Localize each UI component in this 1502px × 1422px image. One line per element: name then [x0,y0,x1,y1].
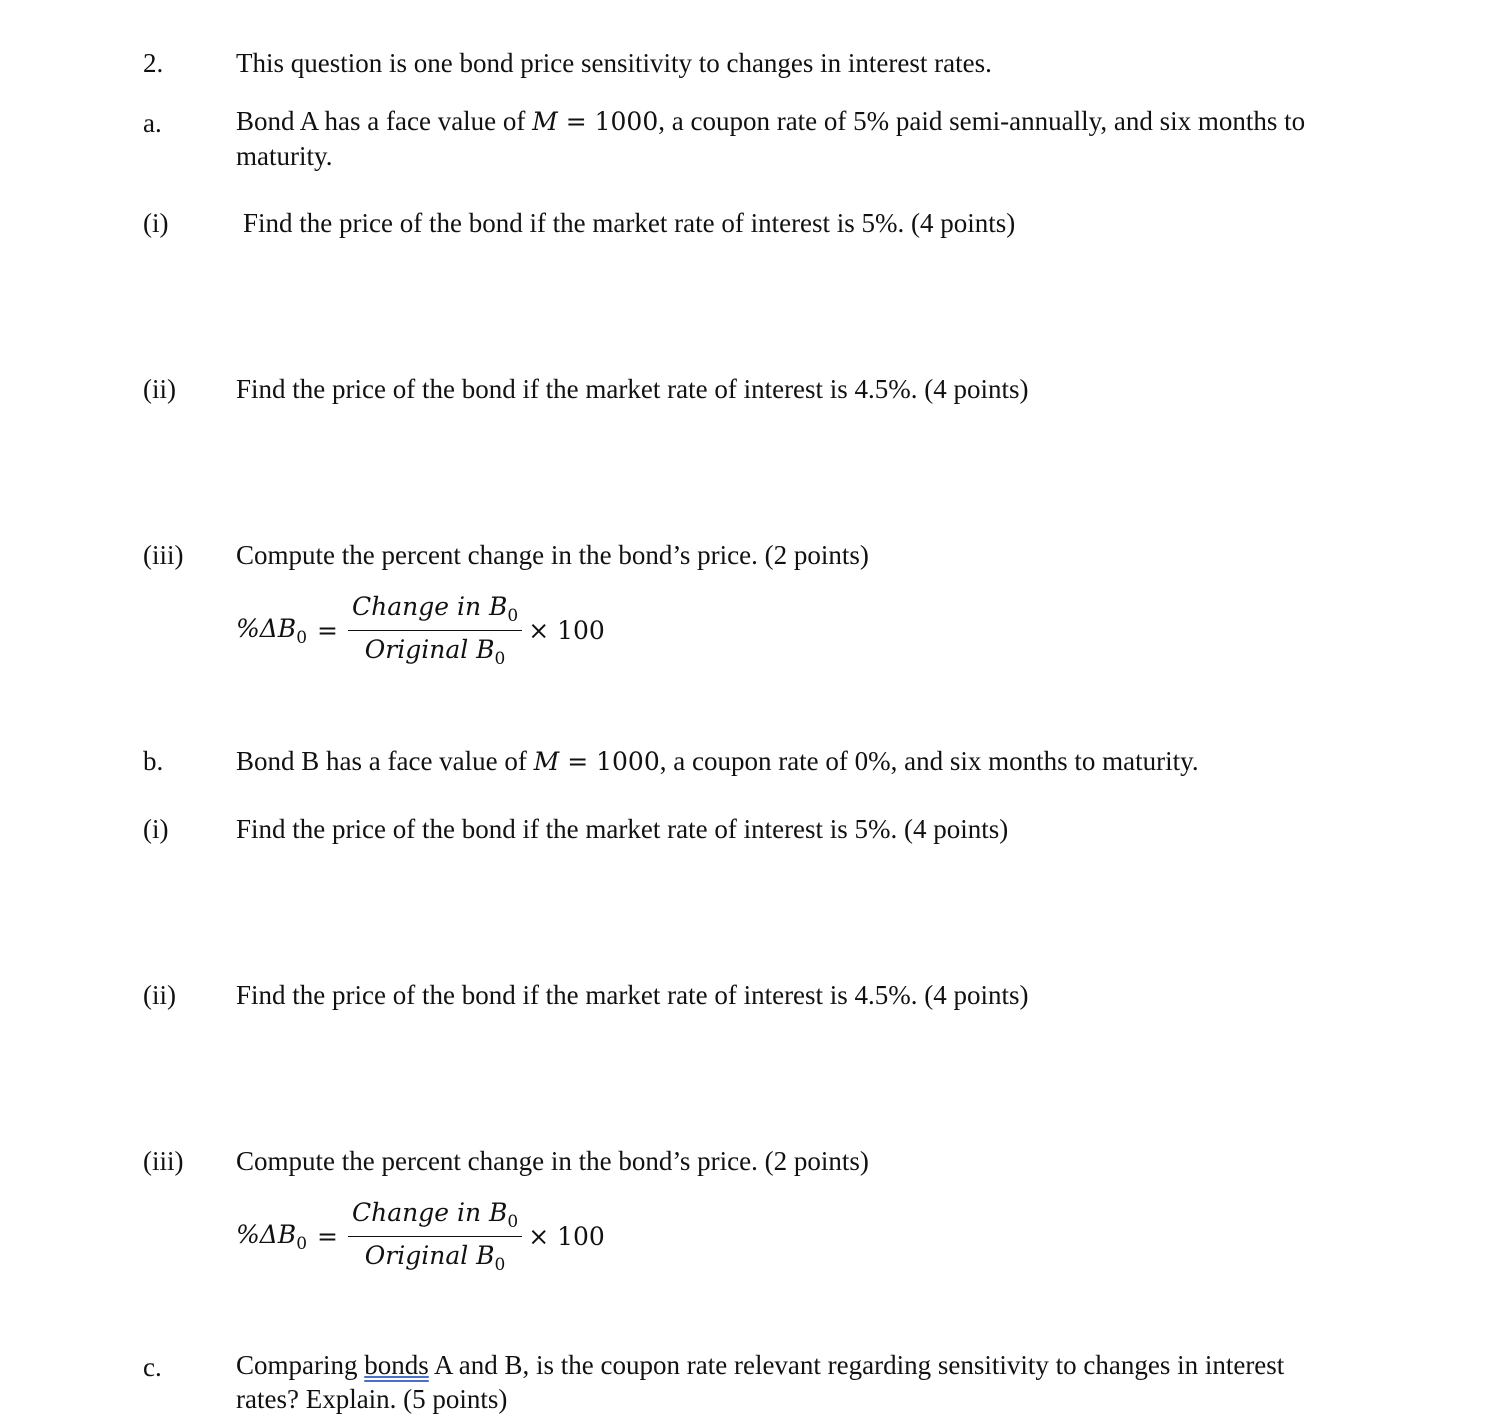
part-a-var-m: M [532,107,558,136]
part-b-text-after: , a coupon rate of 0%, and six months to maturity. [659,746,1199,776]
part-c-underlined-word: bonds [364,1350,429,1380]
formula-equals: = [317,1222,338,1251]
formula-fraction [348,592,522,669]
formula-lhs: $\%\Delta B_0$ [236,1219,308,1254]
question-number: 2. [143,48,164,78]
part-a-iii-label: (iii) [143,540,184,570]
part-a-ii-text: Find the price of the bond if the market rate of interest is 4.5%. (4 points) [236,374,1029,404]
part-a-eq: = 1000 [557,107,659,136]
formula-times: × 100 [528,1222,605,1251]
part-b-iii-text: Compute the percent change in the bond’s price. (2 points) [236,1146,869,1176]
percent-change-formula-a [236,592,605,669]
part-b-text [236,744,1346,779]
part-b-ii-text: Find the price of the bond if the market rate of interest is 4.5%. (4 points) [236,980,1029,1010]
part-b-ii-label: (ii) [143,980,176,1010]
percent-change-formula-b [236,1198,605,1275]
part-b-iii-label: (iii) [143,1146,184,1176]
question-intro: This question is one bond price sensitivity to changes in interest rates. [236,48,992,78]
formula-fraction [348,1198,522,1275]
formula-denominator: Original $B_0$ [364,1241,506,1275]
formula-lhs: $\%\Delta B_0$ [236,613,308,648]
part-a-i-text: Find the price of the bond if the market rate of interest is 5%. (4 points) [243,208,1016,238]
formula-numerator: Change in $B_0$ [348,1198,522,1237]
part-a-text-after: , a coupon rate of 5% paid semi-annually, and six months to maturity. [236,106,1306,171]
part-c-label: c. [143,1352,162,1382]
formula-times: × 100 [528,616,605,645]
formula-denominator: Original $B_0$ [364,635,506,669]
part-b-i-label: (i) [143,814,169,844]
formula-numerator: Change in $B_0$ [348,592,522,631]
part-a-text-before: Bond A has a face value of [236,106,533,136]
part-a-label: a. [143,108,162,138]
part-b-var-m: M [533,747,560,776]
part-a-ii-label: (ii) [143,374,176,404]
part-b-eq: = 1000 [559,747,660,776]
part-a-i-label: (i) [143,208,169,238]
part-b-text-before: Bond B has a face value of [236,746,534,776]
part-a-text [236,104,1346,173]
formula-equals: = [317,616,338,645]
part-a-iii-text: Compute the percent change in the bond’s price. (2 points) [236,540,869,570]
part-c-text [236,1348,1346,1416]
part-c-text-after: A and B, is the coupon rate relevant regarding sensitivity to changes in interest rates? Explain. (5 points) [236,1350,1285,1414]
part-c-text-before: Comparing [236,1350,365,1380]
part-b-i-text: Find the price of the bond if the market rate of interest is 5%. (4 points) [236,814,1009,844]
part-b-label: b. [143,746,164,776]
